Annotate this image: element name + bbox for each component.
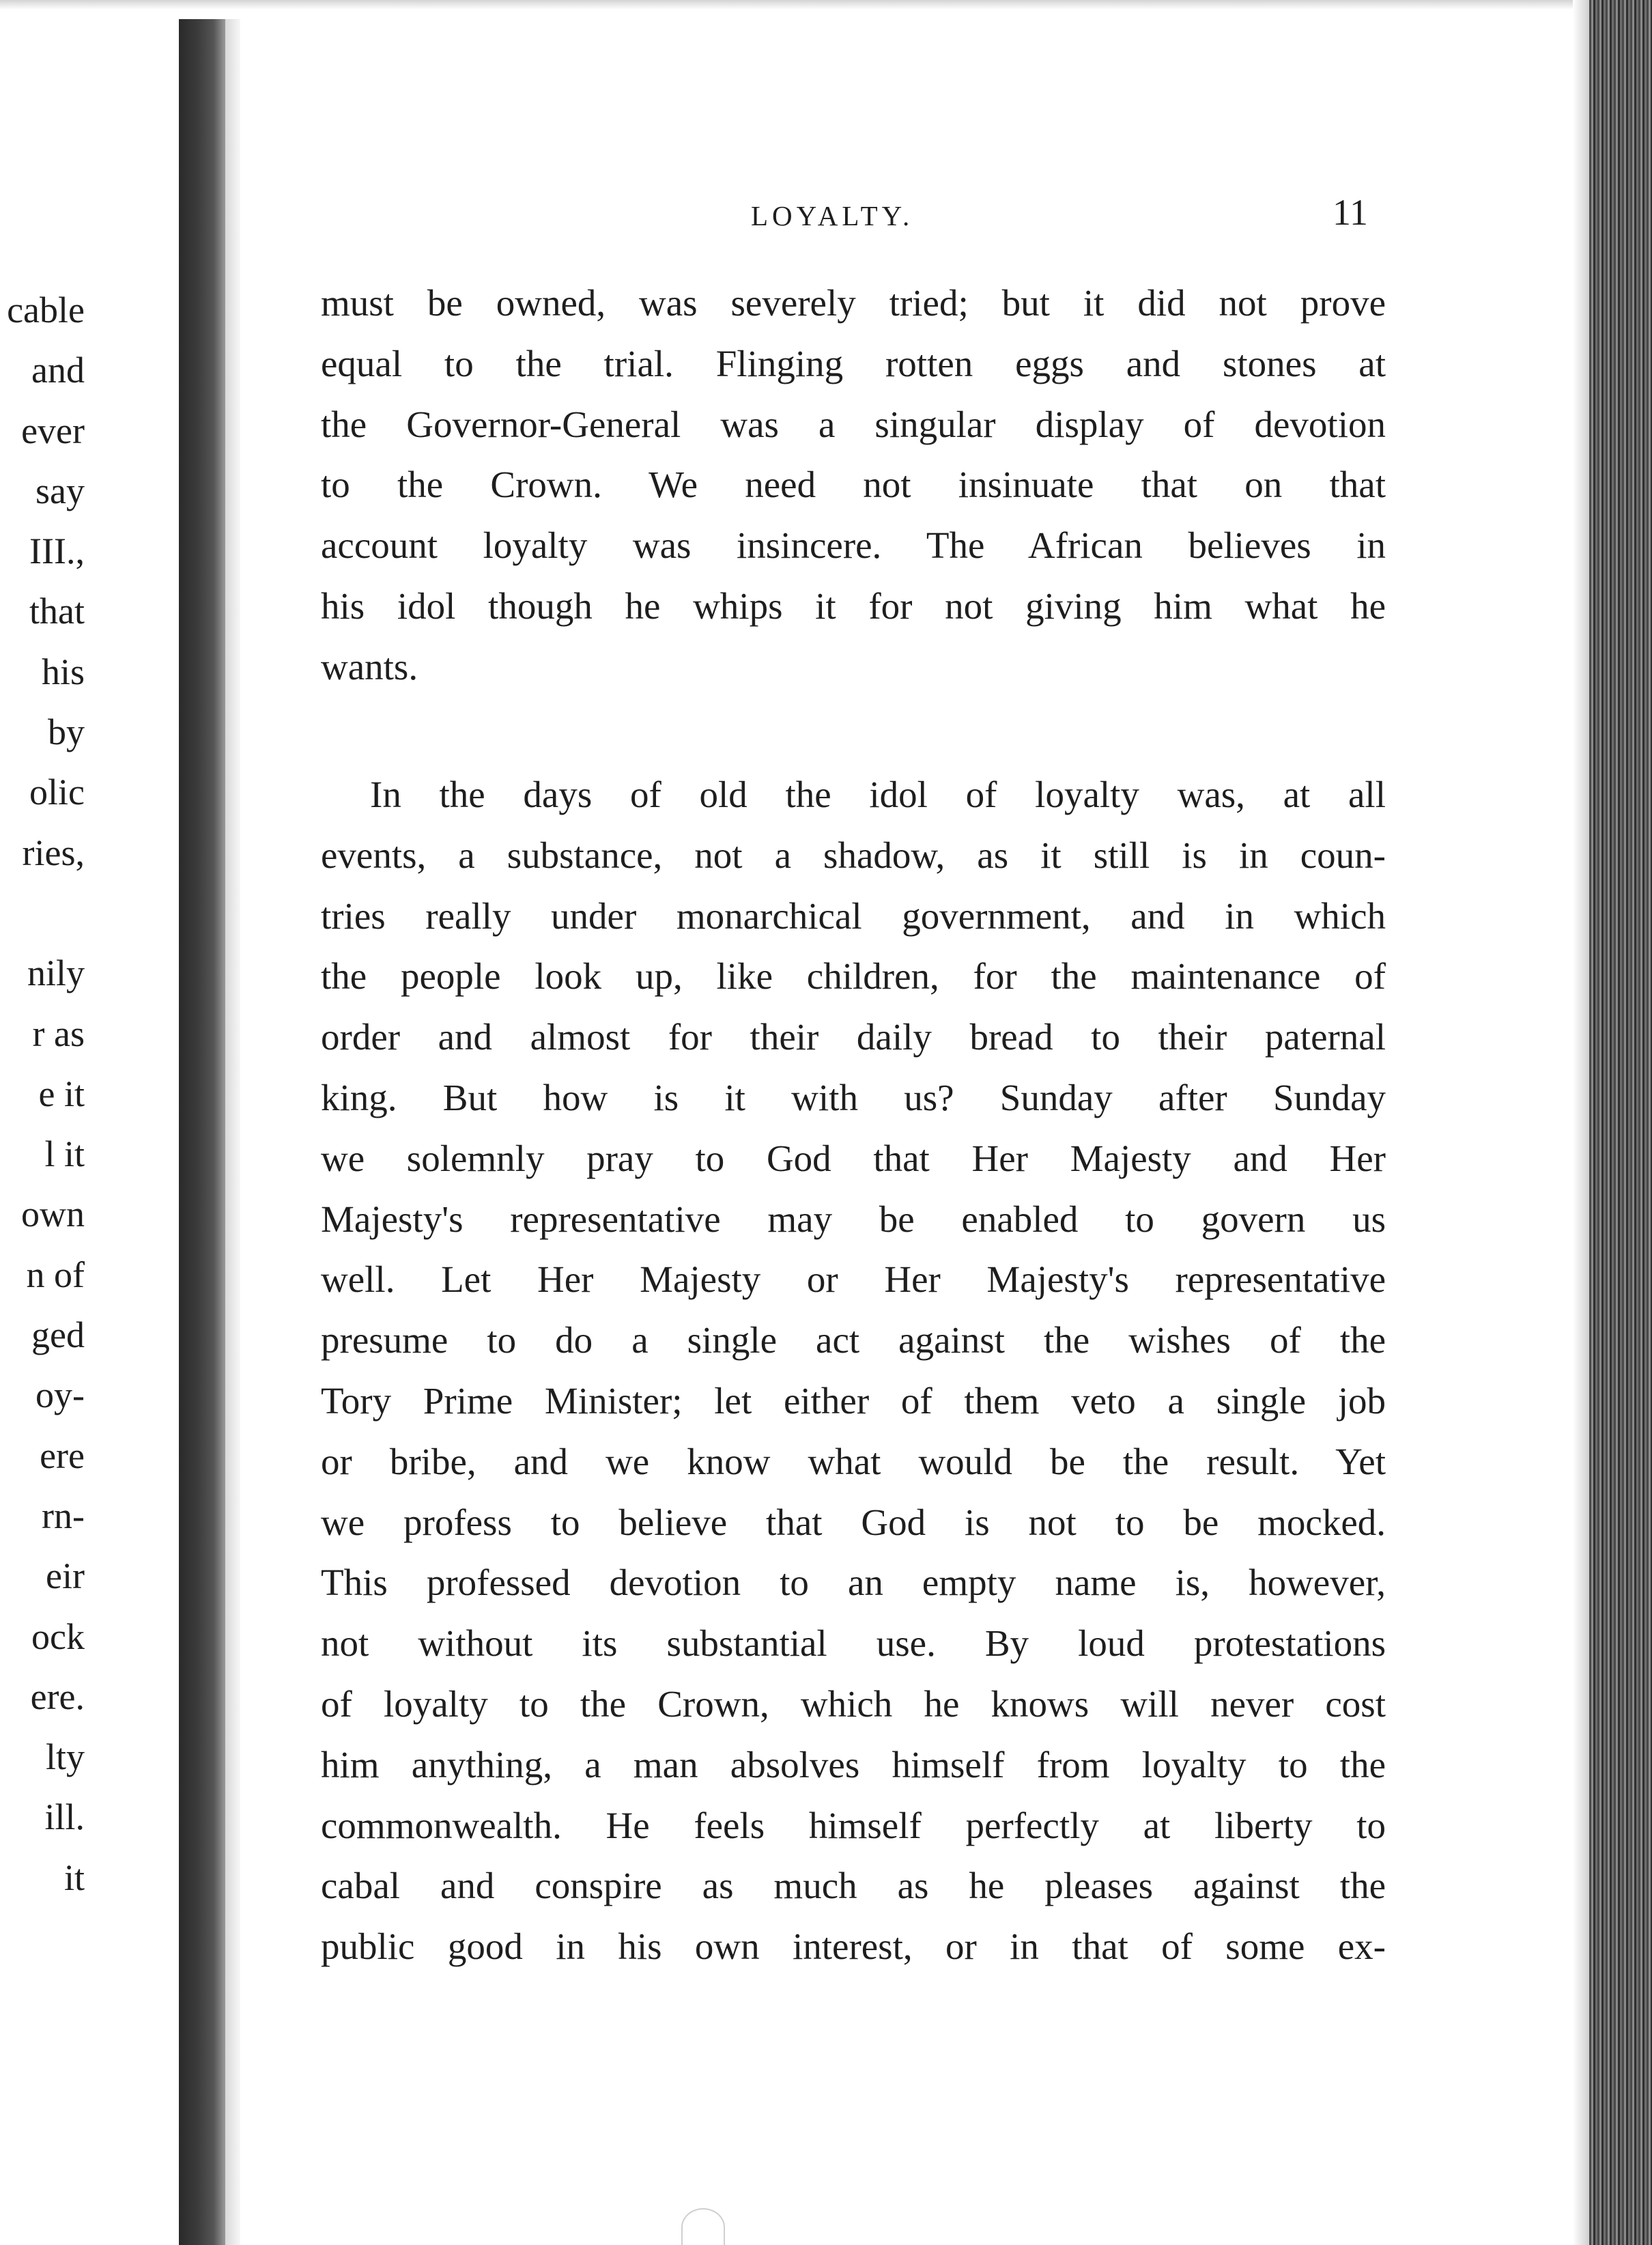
text-line: his idol though he whips it for not giving him what he — [321, 584, 1386, 627]
left-fragment-line: nily — [27, 952, 85, 994]
left-fragment-line: say — [35, 470, 85, 511]
text-line: This professed devotion to an empty name is, however, — [321, 1562, 1386, 1604]
left-fragment-line: by — [48, 711, 85, 753]
text-line: events, a substance, not a shadow, as it still is in coun- — [321, 834, 1386, 876]
page-top-shadow — [0, 0, 1591, 10]
left-fragment-line: ock — [31, 1615, 85, 1657]
text-line: not without its substantial use. By loud protestations — [321, 1622, 1386, 1665]
left-fragment-line — [0, 883, 85, 943]
text-line: the Governor-General was a singular display of devotion — [321, 403, 1386, 445]
text-line: well. Let Her Majesty or Her Majesty's representative — [321, 1258, 1386, 1301]
left-fragment-line: ged — [31, 1314, 85, 1356]
left-fragment-line: it — [63, 1856, 85, 1898]
text-line: wants. — [321, 645, 418, 688]
left-fragment-line: ere. — [30, 1676, 85, 1717]
book-spine-gutter — [179, 19, 225, 2245]
left-fragment-line: olic — [29, 772, 85, 813]
text-line: cabal and conspire as much as he pleases against the — [321, 1865, 1386, 1907]
text-line: of loyalty to the Crown, which he knows will never cost — [321, 1682, 1386, 1725]
left-fragment-line: own — [21, 1194, 85, 1235]
text-line: commonwealth. He feels himself perfectly at liberty to — [321, 1804, 1386, 1846]
left-fragment-line: rn- — [42, 1495, 85, 1536]
left-fragment-line: eir — [46, 1555, 85, 1597]
paragraph-2 — [321, 765, 1386, 1977]
text-line: equal to the trial. Flinging rotten eggs and stones at — [321, 342, 1386, 384]
left-fragment-line: that — [29, 591, 85, 632]
left-fragment-line: r as — [32, 1013, 85, 1054]
page-edge-nick — [683, 2209, 724, 2245]
text-line: account loyalty was insincere. The African believes in — [321, 524, 1386, 567]
paragraph-1 — [321, 273, 1386, 698]
page-edge-shadow — [1573, 0, 1589, 2245]
text-line: or bribe, and we know what would be the result. Yet — [321, 1440, 1386, 1482]
left-page-fragment — [0, 280, 85, 1908]
left-fragment-line: oy- — [35, 1374, 85, 1416]
text-line: presume to do a single act against the wishes of the — [321, 1319, 1386, 1361]
text-line: tries really under monarchical government, and in which — [321, 894, 1386, 937]
text-line: Tory Prime Minister; let either of them veto a single job — [321, 1379, 1386, 1422]
left-fragment-line: his — [41, 651, 85, 692]
text-line: to the Crown. We need not insinuate that on that — [321, 464, 1386, 506]
left-fragment-line: lty — [45, 1736, 85, 1778]
book-page-edges — [1589, 0, 1652, 2245]
left-fragment-line: ries, — [22, 832, 85, 873]
left-fragment-line: l it — [44, 1133, 85, 1175]
left-fragment-line: ever — [21, 410, 85, 451]
left-fragment-line: III., — [29, 531, 85, 572]
running-head: LOYALTY. — [751, 200, 914, 231]
left-fragment-line: and — [31, 350, 85, 391]
text-line: Majesty's representative may be enabled to govern us — [321, 1198, 1386, 1240]
left-fragment-line: cable — [7, 290, 85, 330]
text-line: public good in his own interest, or in that of some ex- — [321, 1925, 1386, 1968]
left-fragment-line: n of — [26, 1254, 85, 1295]
text-line: we profess to believe that God is not to be mocked. — [321, 1501, 1386, 1543]
left-fragment-line: ill. — [44, 1796, 85, 1838]
text-line: we solemnly pray to God that Her Majesty and Her — [321, 1137, 1386, 1179]
text-line: In the days of old the idol of loyalty was, at all — [370, 774, 1386, 815]
page-number: 11 — [1333, 192, 1368, 233]
text-line: king. But how is it with us? Sunday after Sunday — [321, 1076, 1386, 1118]
gutter-highlight — [225, 19, 240, 2245]
text-line: must be owned, was severely tried; but it did not prove — [321, 282, 1386, 324]
left-fragment-line: e it — [38, 1073, 85, 1114]
text-line: the people look up, like children, for the maintenance of — [321, 955, 1386, 998]
text-line: him anything, a man absolves himself from loyalty to the — [321, 1743, 1386, 1785]
left-fragment-line: ere — [40, 1435, 85, 1476]
text-line: order and almost for their daily bread to their paternal — [321, 1016, 1386, 1058]
